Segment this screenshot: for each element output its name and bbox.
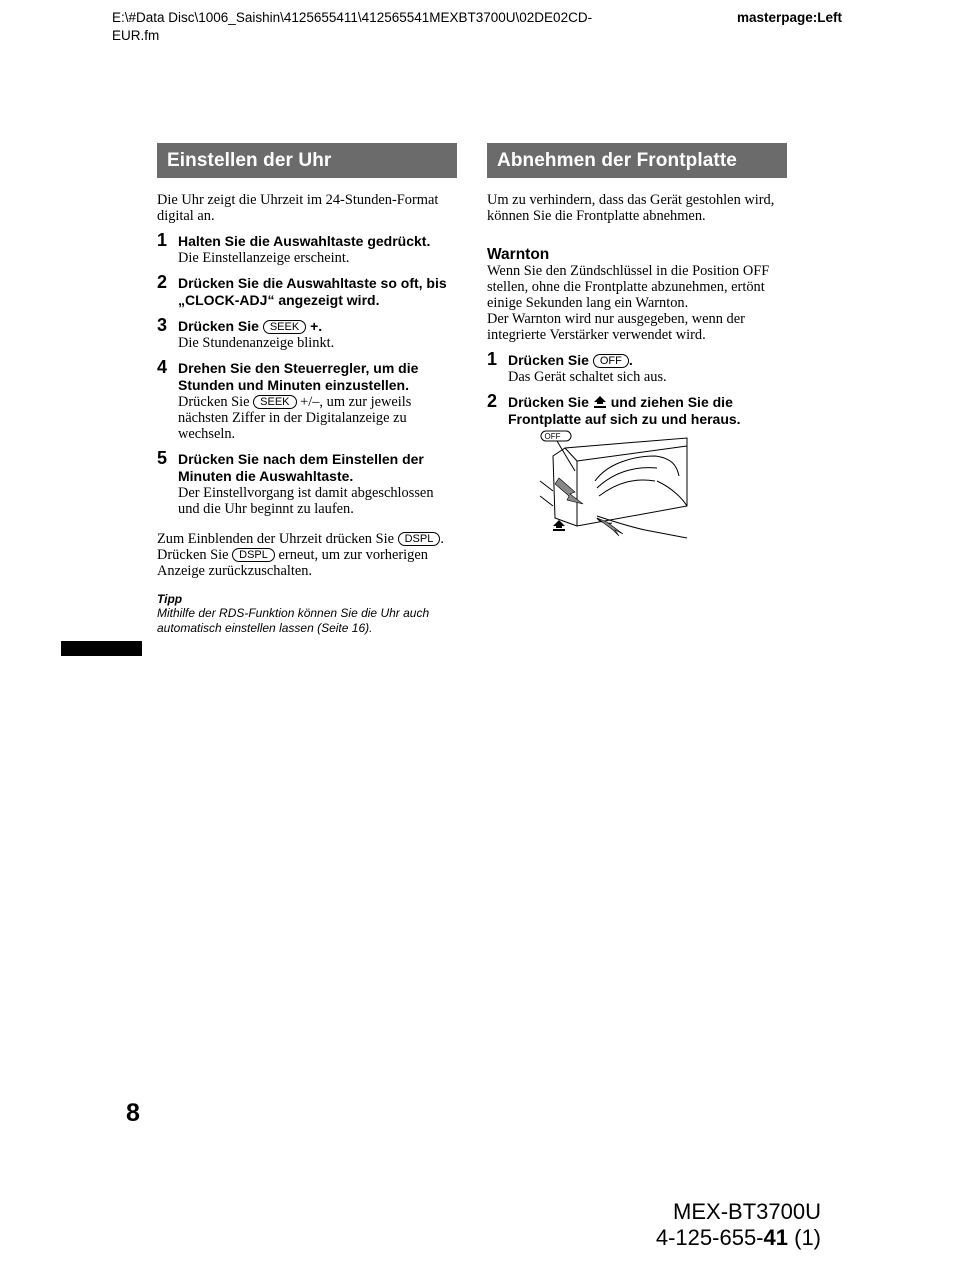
off-button-symbol: OFF — [593, 354, 629, 368]
release-icon — [553, 520, 565, 531]
step-number: 2 — [157, 272, 168, 292]
step-body: Das Gerät schaltet sich aus. — [508, 369, 667, 385]
dspl-button-symbol: DSPL — [398, 532, 441, 546]
step-title: Drehen Sie den Steuerregler, um die Stunden und Minuten einzustellen. — [178, 360, 419, 393]
clock-step-2 — [157, 272, 457, 309]
section-title-front-panel: Abnehmen der Frontplatte — [487, 143, 787, 178]
step-number: 3 — [157, 315, 168, 335]
part-number-bold: 41 — [763, 1225, 788, 1250]
outro-pre: Zum Einblenden der Uhrzeit drücken Sie — [157, 531, 394, 547]
release-icon — [593, 395, 607, 409]
step-number: 1 — [157, 230, 168, 250]
part-number — [656, 1225, 821, 1251]
warning-text-1: Wenn Sie den Zündschlüssel in die Position OFF stellen, ohne die Frontplatte abzunehmen, ertönt einige Sekunden lang ein Warnton. — [487, 263, 770, 311]
step-title — [178, 318, 457, 335]
clock-step-3 — [157, 315, 457, 351]
clock-step-4 — [157, 357, 457, 442]
seek-button-symbol: SEEK — [253, 395, 296, 409]
step-title: Drücken Sie die Auswahltaste so oft, bis „CLOCK-ADJ“ angezeigt wird. — [178, 275, 447, 308]
file-path — [112, 9, 672, 45]
step-body-pre: Drücken Sie — [178, 394, 250, 410]
step-number: 2 — [487, 391, 498, 411]
dspl-button-symbol: DSPL — [232, 548, 275, 562]
warning-text-2: Der Warnton wird nur ausgegeben, wenn der integrierte Verstärker verwendet wird. — [487, 311, 745, 343]
black-tab-marker — [61, 641, 142, 656]
section-front-panel — [487, 143, 787, 428]
front-panel-step-2 — [487, 391, 787, 428]
step-body: Die Einstellanzeige erscheint. — [178, 250, 350, 266]
step-title: Halten Sie die Auswahltaste gedrückt. — [178, 233, 431, 249]
pull-arrow-icon — [555, 478, 583, 504]
file-path-line-1: E:\#Data Disc\1006_Saishin\4125655411\412565541MEXBT3700U\02DE02CD- — [112, 10, 593, 25]
model-info — [656, 1199, 821, 1251]
outro-mid: . Drücken Sie — [157, 531, 444, 563]
step-number: 5 — [157, 448, 168, 468]
front-panel-illustration — [537, 426, 697, 546]
step-title-pre: Drücken Sie — [508, 352, 589, 368]
section-title-clock: Einstellen der Uhr — [157, 143, 457, 178]
step-body: Die Stundenanzeige blinkt. — [178, 335, 335, 351]
part-number-post: (1) — [788, 1225, 821, 1250]
model-name: MEX-BT3700U — [673, 1199, 821, 1224]
outro-post: erneut, um zur vorherigen Anzeige zurückzuschalten. — [157, 547, 428, 579]
page-number: 8 — [126, 1099, 140, 1127]
masterpage-label: masterpage:Left — [736, 10, 842, 25]
step-body: Der Einstellvorgang ist damit abgeschlossen und die Uhr beginnt zu laufen. — [178, 485, 434, 517]
step-title-post: . — [628, 352, 633, 368]
tipp-label: Tipp — [157, 592, 183, 606]
warning-heading: Warnton — [487, 246, 550, 263]
step-title-pre: Drücken Sie — [178, 318, 259, 334]
step-title: Drücken Sie nach dem Einstellen der Minuten die Auswahltaste. — [178, 451, 424, 484]
clock-outro — [157, 531, 457, 579]
step-title-pre: Drücken Sie — [508, 394, 589, 410]
step-body-post: +/–, um zur jeweils nächsten Ziffer in der Digitalanzeige zu wechseln. — [178, 394, 412, 442]
clock-intro: Die Uhr zeigt die Uhrzeit im 24-Stunden-Format digital an. — [157, 192, 439, 224]
front-panel-step-1 — [487, 349, 787, 385]
step-number: 4 — [157, 357, 168, 377]
front-panel-intro: Um zu verhindern, dass das Gerät gestohlen wird, können Sie die Frontplatte abnehmen. — [487, 192, 775, 224]
section-clock — [157, 143, 457, 636]
tipp-text: Mithilfe der RDS-Funktion können Sie die Uhr auch automatisch einstellen lassen (Seite 16). — [157, 606, 430, 635]
clock-step-5 — [157, 448, 457, 517]
clock-step-1 — [157, 230, 457, 266]
step-title — [508, 394, 787, 428]
step-body — [178, 394, 457, 442]
step-title-post: und ziehen Sie die Frontplatte auf sich zu und heraus. — [508, 394, 741, 427]
seek-button-symbol: SEEK — [263, 320, 306, 334]
part-number-pre: 4-125-655- — [655, 1225, 764, 1250]
step-number: 1 — [487, 349, 498, 369]
step-title-post: +. — [310, 318, 323, 334]
file-path-line-2: EUR.fm — [112, 28, 160, 43]
off-button-label: OFF — [544, 432, 561, 441]
step-title — [508, 352, 787, 369]
